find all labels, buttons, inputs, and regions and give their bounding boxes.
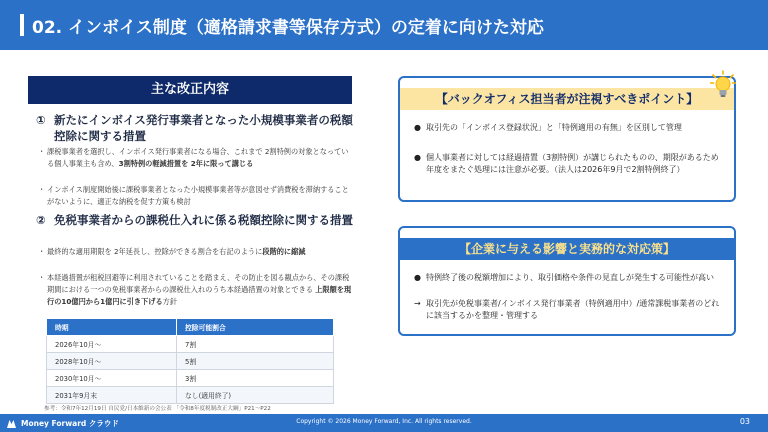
- table-cell-rate: 3割: [177, 370, 334, 387]
- section2-bullet-1-text: 最終的な適用期限を 2年延長し、控除ができる割合を右記のように: [47, 247, 263, 256]
- table-cell-period: 2031年9月末: [47, 387, 177, 404]
- table-cell-period: 2026年10月～: [47, 336, 177, 353]
- table-cell-rate: 5割: [177, 353, 334, 370]
- table-row: [47, 336, 334, 353]
- table-cell-rate: 7割: [177, 336, 334, 353]
- section2-bullet-2-text: 本経過措置が租税回避等に利用されていることを踏まえ、その防止を図る観点から、その課税期間における一つの免税事業者からの課税仕入れのうち本経過措置の対象とできる: [47, 273, 350, 294]
- panel2-item-1: ● 特例終了後の税額増加により、取引価格や条件の見直しが発生する可能性が高い: [414, 272, 720, 298]
- panel1-item-1-text: 取引先の「インボイス登録状況」と「特例適用の有無」を区別して管理: [426, 123, 682, 132]
- section2-title: 免税事業者からの課税仕入れに係る税額控除に関する措置: [54, 213, 353, 227]
- copyright-text: Copyright © 2026 Money Forward, Inc. All rights reserved.: [296, 418, 472, 425]
- logo-text: Money Forward クラウド: [21, 418, 119, 428]
- table-row: [47, 387, 334, 404]
- section2-bullet-2-bold: 上限額を現行の10億円から1億円に引き下げる: [47, 285, 352, 306]
- table-header-row: [47, 319, 334, 336]
- section1-bullet-1-text: 課税事業者を選択し、インボイス発行事業者になる場合、これまで 2割特例の対象となっている個人事業主も含め、: [47, 147, 349, 168]
- section1-number: ①: [36, 113, 46, 127]
- business-impact-title: 【企業に与える影響と実務的な対応策】: [400, 238, 734, 260]
- table-cell-period: 2030年10月～: [47, 370, 177, 387]
- table-cell-period: 2028年10月～: [47, 353, 177, 370]
- header-bar: [0, 0, 768, 50]
- table-row: [47, 370, 334, 387]
- section2-heading: [36, 212, 356, 244]
- table-header-rate: 控除可能割合: [177, 319, 334, 336]
- section1-bullet-1: ・ 課税事業者を選択し、インボイス発行事業者になる場合、これまで 2割特例の対象となっている個人事業主も含め、3割特例の軽減措置を 2年に限って講じる: [38, 147, 349, 168]
- title-accent-bar: [20, 14, 24, 36]
- section1-title: 新たにインボイス発行事業者となった小規模事業者の税額控除に関する措置: [54, 113, 353, 143]
- page-number: 03: [739, 417, 750, 426]
- deduction-rate-table: [46, 318, 334, 404]
- table-row: [47, 353, 334, 370]
- backoffice-points-panel: [398, 76, 736, 202]
- section2-bullet-2: ・ 本経過措置が租税回避等に利用されていることを踏まえ、その防止を図る観点から、その課税期間における一つの免税事業者からの課税仕入れのうち本経過措置の対象とできる 上限額を現行の10億円から1億円に引き下げる方針: [38, 273, 352, 306]
- section1-heading: [36, 112, 356, 144]
- backoffice-points-title: 【バックオフィス担当者が注視すべきポイント】: [400, 88, 734, 110]
- section2-bullet-1: ・ 最終的な適用期限を 2年延長し、控除ができる割合を右記のように段階的に縮減: [38, 247, 306, 256]
- section1-bullet-1-bold: 3割特例の軽減措置を 2年に限って講じる: [118, 159, 254, 168]
- panel1-item-2-text: 個人事業者に対しては経過措置（3割特例）が講じられたものの、期限があるため年度をまたぐ処理には注意が必要。（法人は2026年9月で2割特例終了）: [426, 153, 719, 174]
- lightbulb-icon: [710, 70, 736, 98]
- panel1-item-2: ● 個人事業者に対しては経過措置（3割特例）が講じられたものの、期限があるため年度をまたぐ処理には注意が必要。（法人は2026年9月で2割特例終了）: [414, 153, 719, 174]
- table-cell-rate: なし(適用終了): [177, 387, 334, 404]
- section2-bullet-1-bold: 段階的に縮減: [262, 247, 306, 256]
- panel1-item-1: ● 取引先の「インボイス登録状況」と「特例適用の有無」を区別して管理: [414, 122, 720, 148]
- table-header-period: 時期: [47, 319, 177, 336]
- section2-bullet-2-post: 方針: [162, 297, 178, 306]
- reference-note: 参考：令和7年12月19日 自民党/日本維新の会公表 「令和8年度税制改正大綱」P21～P22: [44, 406, 271, 412]
- panel2-item-1-text: 特例終了後の税額増加により、取引価格や条件の見直しが発生する可能性が高い: [426, 273, 714, 282]
- section2-number: ②: [36, 213, 46, 227]
- page-title: 02. インボイス制度（適格請求書等保存方式）の定着に向けた対応: [32, 18, 544, 38]
- business-impact-panel: [398, 226, 736, 336]
- arrow-icon: →: [414, 299, 421, 308]
- section1-bullet-2: ・ インボイス制度開始後に課税事業者となった小規模事業者等が意図せず消費税を滞納することがないように、適正な納税を促す方策も検討: [38, 184, 352, 208]
- footer-bar: [0, 414, 768, 432]
- panel2-item-2: [414, 298, 720, 326]
- panel2-item-2-text: 取引先が免税事業者/インボイス発行事業者（特例適用中）/通常課税事業者のどれに該当するかを整理・管理する: [426, 299, 720, 320]
- section1-bullet-2-text: インボイス制度開始後に課税事業者となった小規模事業者等が意図せず消費税を滞納することがないように、適正な納税を促す方策も検討: [47, 185, 349, 206]
- main-revisions-heading: 主な改正内容: [28, 76, 352, 104]
